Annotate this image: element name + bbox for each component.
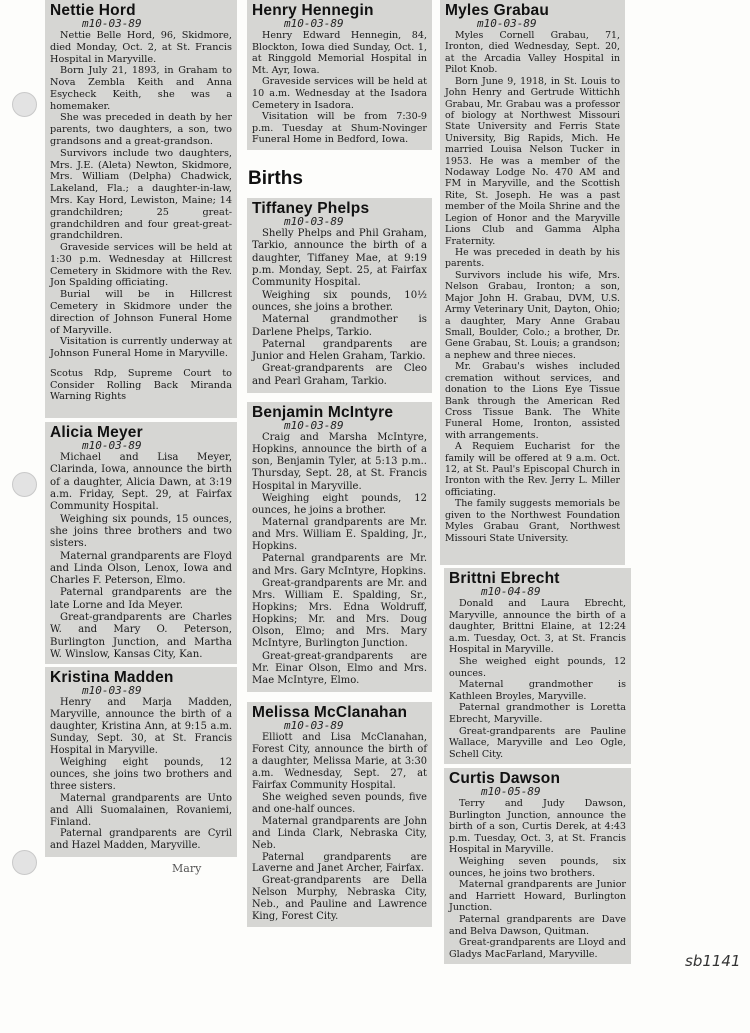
handwritten-date: m10-03-89 [284,215,344,228]
paragraph: Great-grandparents are Lloyd and Gladys MacFarland, Maryville. [449,937,626,960]
handwritten-date: m10-03-89 [82,684,142,697]
paragraph: Henry Edward Hennegin, 84, Blockton, Iowa died Sunday, Oct. 1, at Ringgold Memorial Hospital in Mt. Ayr, Iowa. [252,30,427,76]
birth-title: Melissa McClanahan [252,704,408,721]
clipping-henry-hennegin [247,0,432,150]
paragraph: Terry and Judy Dawson, Burlington Junction, announce the birth of a son, Curtis Derek, at 4:43 p.m. Tuesday, Oct. 3, at St. Francis Hospital in Maryville. [449,798,626,856]
clipping-brittni-ebrecht [444,568,631,764]
paragraph: Maternal grandparents are Mr. and Mrs. William E. Spalding, Jr., Hopkins. [252,516,427,553]
paragraph: Paternal grandparents are the late Lorne and Ida Meyer. [50,587,232,611]
handwritten-date: m10-04-89 [481,585,541,598]
clipping-kristina-madden [45,667,237,857]
paragraph: Henry and Marja Madden, Maryville, announce the birth of a daughter, Kristina Ann, at 9:15 a.m. Sunday, Sept. 30, at St. Francis Hospital in Maryville. [50,697,232,756]
paragraph: Myles Cornell Grabau, 71, Ironton, died Wednesday, Sept. 20, at the Arcadia Valley Hospital in Pilot Knob. [445,30,620,76]
news-headline-fragment: Scotus Rdp, Supreme Court to Consider Rolling Back Miranda Warning Rights [50,367,232,403]
paragraph: Maternal grandparents are Junior and Harriett Howard, Burlington Junction. [449,879,626,914]
paragraph: Donald and Laura Ebrecht, Maryville, announce the birth of a daughter, Brittni Elaine, at 12:24 a.m. Tuesday, Oct. 3, at St. Francis Hospital in Maryville. [449,598,626,656]
paragraph: Maternal grandparents are Unto and Alli Suomalainen, Rovaniemi, Finland. [50,792,232,828]
paragraph: Paternal grandparents are Mr. and Mrs. Gary McIntyre, Hopkins. [252,553,427,577]
paragraph: Maternal grandmother is Kathleen Broyles, Maryville. [449,679,626,702]
paragraph: Maternal grandparents are John and Linda Clark, Nebraska City, Neb. [252,815,427,851]
binder-hole [12,472,37,497]
paragraph: Paternal grandparents are Laverne and Janet Archer, Fairfax. [252,851,427,875]
clipping-tiffaney-phelps [247,198,432,393]
binder-hole [12,850,37,875]
paragraph: She weighed eight pounds, 12 ounces. [449,655,626,679]
paragraph: Great-grandparents are Pauline Wallace, Maryville and Leo Ogle, Schell City. [449,725,626,760]
paragraph: She was preceded in death by her parents, two daughters, a son, two grandsons and a great-grandson. [50,112,232,148]
paragraph: Weighing eight pounds, 12 ounces, he joins a brother. [252,492,427,516]
paragraph: Michael and Lisa Meyer, Clarinda, Iowa, announce the birth of a daughter, Alicia Dawn, at 3:19 a.m. Friday, Sept. 29, at Fairfax Community Hospital. [50,452,232,513]
paragraph: Nettie Belle Hord, 96, Skidmore, died Monday, Oct. 2, at St. Francis Hospital in Maryville. [50,30,232,65]
paragraph: Born June 9, 1918, in St. Louis to John Henry and Gertrude Wittichh Grabau, Mr. Grabau was a professor of biology at Northwest Missouri State University and Ferris State University, Big Rapids, Mich. He married Louisa Nelson Tucker in 1953. He was a member of the Nodaway Lodge No. 470 AM and FM in Maryville, and the Scottish Rite, St. Joseph. He was a past member of the Moila Shrine and the Legion of Honor and the Maryville Lions Club and Gamma Alpha Fraternity. [445,75,620,247]
paragraph: Survivors include his wife, Mrs. Nelson Grabau, Ironton; a son, Major John H. Grabau, DVM, U.S. Army Veterinary Unit, Dayton, Ohio; a daughter, Mary Anne Grabau Small, Boulder, Colo.; a brother, Dr. Gene Grabau, St. Louis; a grandson; a nephew and three nieces. [445,269,620,361]
paragraph: Great-grandparents are Mr. and Mrs. William E. Spalding, Sr., Hopkins; Mrs. Edna Woldruff, Hopkins; Mr. and Mrs. Doug Olson, Elmo; and Mrs. Mary McIntyre, Burlington Junction. [252,577,427,650]
paragraph: Survivors include two daughters, Mrs. J.E. (Aleta) Newton, Skidmore, Mrs. William (Delpha) Chadwick, Lakeland, Fla.; a daughter-in-law, Mrs. Kay Hord, Lewiston, Maine; 14 grandchildren; 25 great-grandchildren and four great-great-grandchildren. [50,147,232,242]
paragraph: Weighing seven pounds, six ounces, he joins two brothers. [449,855,626,879]
handwritten-date: m10-03-89 [477,17,537,30]
paragraph: Great-great-grandparents are Mr. Einar Olson, Elmo and Mrs. Mae McIntyre, Elmo. [252,650,427,686]
paragraph: Paternal grandparents are Junior and Helen Graham, Tarkio. [252,338,427,363]
paragraph: Graveside services will be held at 10 a.m. Wednesday at the Isadora Cemetery in Isadora. [252,76,427,111]
paragraph: Paternal grandparents are Dave and Belva Dawson, Quitman. [449,913,626,937]
clipping-nettie-hord [45,0,237,418]
handwritten-page-code: sb1141 [685,952,741,970]
handwritten-date: m10-05-89 [481,785,541,798]
obituary-title: Nettie Hord [50,2,136,19]
obituary-title: Henry Hennegin [252,2,374,19]
paragraph: Born July 21, 1893, in Graham to Nova Zembla Keith and Anna Esycheck Keith, she was a homemaker. [50,65,232,112]
obituary-body [50,30,232,360]
paragraph: The family suggests memorials be given to the Northwest Foundation Myles Grabau Grant, Northwest Missouri State University. [445,498,620,544]
paragraph: Weighing six pounds, 15 ounces, she joins three brothers and two sisters. [50,513,232,550]
birth-title: Curtis Dawson [449,770,561,787]
handwritten-date: m10-03-89 [284,719,344,732]
paragraph: Visitation will be from 7:30-9 p.m. Tuesday at Shum-Novinger Funeral Home in Bedford, Iowa. [252,111,427,146]
birth-title: Tiffaney Phelps [252,200,370,217]
clipping-benjamin-mcintyre [247,402,432,692]
paragraph: Shelly Phelps and Phil Graham, Tarkio, announce the birth of a daughter, Tiffaney Mae, at 9:19 p.m. Monday, Sept. 25, at Fairfax Community Hospital. [252,228,427,289]
paragraph: Great-grandparents are Cleo and Pearl Graham, Tarkio. [252,363,427,387]
paragraph: Weighing six pounds, 10½ ounces, she joins a brother. [252,289,427,313]
handwritten-date: m10-03-89 [82,439,142,452]
paragraph: Maternal grandparents are Floyd and Linda Olson, Lenox, Iowa and Charles F. Peterson, Elmo. [50,550,232,587]
paragraph: Maternal grandmother is Darlene Phelps, Tarkio. [252,314,427,338]
clipping-melissa-mcclanahan [247,702,432,927]
binder-hole [12,92,37,117]
paragraph: Visitation is currently underway at Johnson Funeral Home in Maryville. [50,336,232,360]
birth-title: Brittni Ebrecht [449,570,560,587]
births-heading: Births [248,168,303,189]
birth-title: Kristina Madden [50,669,174,686]
paragraph: Paternal grandmother is Loretta Ebrecht, Maryville. [449,702,626,725]
paragraph: She weighed seven pounds, five and one-half ounces. [252,791,427,815]
clipping-myles-grabau [440,0,625,565]
paragraph: Elliott and Lisa McClanahan, Forest City, announce the birth of a daughter, Melissa Marie, at 3:30 a.m. Wednesday, Sept. 27, at Fairfax Community Hospital. [252,732,427,791]
handwritten-date: m10-03-89 [284,419,344,432]
paragraph: Craig and Marsha McIntyre, Hopkins, announce the birth of a son, Benjamin Tyler, at 5:13 p.m.. Thursday, Sept. 28, at St. Francis Hospital in Maryville. [252,432,427,492]
paragraph: Great-grandparents are Della Nelson Murphy, Nebraska City, Neb., and Pauline and Lawrence King, Forest City. [252,875,427,923]
handwritten-date: m10-03-89 [82,17,142,30]
birth-title: Benjamin McIntyre [252,404,394,421]
paragraph: A Requiem Eucharist for the family will be offered at 9 a.m. Oct. 12, at St. Paul's Episcopal Church in Ironton with the Rev. Jerry L. Miller officiating. [445,441,620,498]
clipping-alicia-meyer [45,422,237,664]
birth-title: Alicia Meyer [50,424,143,441]
paragraph: Weighing eight pounds, 12 ounces, she joins two brothers and three sisters. [50,756,232,792]
paragraph: Graveside services will be held at 1:30 p.m. Wednesday at Hillcrest Cemetery in Skidmore with the Rev. Jon Spalding officiating. [50,242,232,289]
paragraph: Mr. Grabau's wishes included cremation without services, and donation to the Lions Eye Tissue Bank through the American Red Cross Tissue Bank. The White Funeral Home, Ironton, assisted with arrangements. [445,361,620,441]
obituary-title: Myles Grabau [445,2,550,19]
background-text-fragment: Mary [172,862,202,875]
clipping-curtis-dawson [444,768,631,964]
paragraph: Paternal grandparents are Cyril and Hazel Madden, Maryville. [50,828,232,852]
paragraph: Great-grandparents are Charles W. and Mary O. Peterson, Burlington Junction, and Martha W. Winslow, Kansas City, Kan. [50,612,232,660]
handwritten-date: m10-03-89 [284,17,344,30]
paragraph: Burial will be in Hillcrest Cemetery in Skidmore under the direction of Johnson Funeral Home of Maryville. [50,289,232,336]
paragraph: He was preceded in death by his parents. [445,247,620,270]
